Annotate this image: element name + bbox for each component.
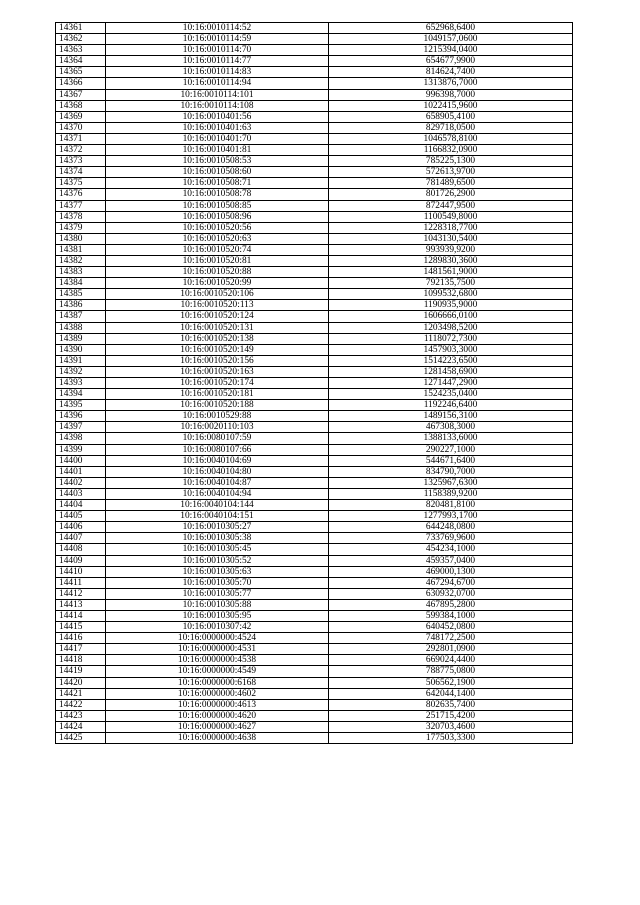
table-row <box>56 655 573 666</box>
table-row <box>56 422 573 433</box>
table-row <box>56 344 573 355</box>
cadastral-number-cell: 10:16:0010114:70 <box>106 45 329 56</box>
row-number-cell: 14393 <box>56 378 106 389</box>
row-number-cell: 14403 <box>56 488 106 499</box>
cadastral-number-cell: 10:16:0040104:80 <box>106 466 329 477</box>
row-number-cell: 14411 <box>56 577 106 588</box>
value-cell: 1166832,0900 <box>329 145 573 156</box>
cadastral-number-cell: 10:16:0010114:59 <box>106 34 329 45</box>
row-number-cell: 14415 <box>56 622 106 633</box>
value-cell: 829718,0500 <box>329 122 573 133</box>
table-row <box>56 622 573 633</box>
cadastral-number-cell: 10:16:0080107:66 <box>106 444 329 455</box>
value-cell: 669024,4400 <box>329 655 573 666</box>
value-cell: 820481,8100 <box>329 500 573 511</box>
table-row <box>56 544 573 555</box>
value-cell: 644248,0800 <box>329 522 573 533</box>
cadastral-number-cell: 10:16:0010520:149 <box>106 344 329 355</box>
row-number-cell: 14404 <box>56 500 106 511</box>
value-cell: 996398,7000 <box>329 89 573 100</box>
value-cell: 1481561,9000 <box>329 267 573 278</box>
value-cell: 748172,2500 <box>329 633 573 644</box>
row-number-cell: 14423 <box>56 710 106 721</box>
cadastral-number-cell: 10:16:0010520:99 <box>106 278 329 289</box>
value-cell: 1228318,7700 <box>329 222 573 233</box>
row-number-cell: 14367 <box>56 89 106 100</box>
value-cell: 1043130,5400 <box>329 233 573 244</box>
cadastral-number-cell: 10:16:0010520:63 <box>106 233 329 244</box>
value-cell: 1215394,0400 <box>329 45 573 56</box>
row-number-cell: 14408 <box>56 544 106 555</box>
value-cell: 459357,0400 <box>329 555 573 566</box>
table-row <box>56 56 573 67</box>
value-cell: 1524235,0400 <box>329 389 573 400</box>
value-cell: 1118072,7300 <box>329 333 573 344</box>
value-cell: 1203498,5200 <box>329 322 573 333</box>
row-number-cell: 14392 <box>56 366 106 377</box>
table-row <box>56 67 573 78</box>
table-row <box>56 610 573 621</box>
table-row <box>56 477 573 488</box>
row-number-cell: 14402 <box>56 477 106 488</box>
table-row <box>56 156 573 167</box>
value-cell: 599384,1000 <box>329 610 573 621</box>
table-row <box>56 699 573 710</box>
value-cell: 1325967,6300 <box>329 477 573 488</box>
value-cell: 1100549,8000 <box>329 211 573 222</box>
row-number-cell: 14398 <box>56 433 106 444</box>
value-cell: 733769,9600 <box>329 533 573 544</box>
row-number-cell: 14421 <box>56 688 106 699</box>
table-row <box>56 511 573 522</box>
value-cell: 177503,3300 <box>329 733 573 744</box>
value-cell: 1457903,3000 <box>329 344 573 355</box>
table-row <box>56 289 573 300</box>
row-number-cell: 14370 <box>56 122 106 133</box>
cadastral-number-cell: 10:16:0010508:71 <box>106 178 329 189</box>
value-cell: 801726,2900 <box>329 189 573 200</box>
cadastral-number-cell: 10:16:0010508:85 <box>106 200 329 211</box>
row-number-cell: 14400 <box>56 455 106 466</box>
table-row <box>56 444 573 455</box>
value-cell: 1489156,3100 <box>329 411 573 422</box>
row-number-cell: 14424 <box>56 721 106 732</box>
row-number-cell: 14413 <box>56 599 106 610</box>
cadastral-number-cell: 10:16:0000000:6168 <box>106 677 329 688</box>
row-number-cell: 14405 <box>56 511 106 522</box>
row-number-cell: 14416 <box>56 633 106 644</box>
cadastral-number-cell: 10:16:0040104:94 <box>106 488 329 499</box>
table-row <box>56 633 573 644</box>
value-cell: 1281458,6900 <box>329 366 573 377</box>
table-row <box>56 322 573 333</box>
cadastral-number-cell: 10:16:0040104:69 <box>106 455 329 466</box>
value-cell: 1514223,6500 <box>329 355 573 366</box>
value-cell: 1277993,1700 <box>329 511 573 522</box>
table-row <box>56 433 573 444</box>
table-row <box>56 466 573 477</box>
row-number-cell: 14385 <box>56 289 106 300</box>
row-number-cell: 14363 <box>56 45 106 56</box>
value-cell: 467308,3000 <box>329 422 573 433</box>
value-cell: 658905,4100 <box>329 111 573 122</box>
value-cell: 290227,1000 <box>329 444 573 455</box>
table-row <box>56 500 573 511</box>
row-number-cell: 14373 <box>56 156 106 167</box>
table-row <box>56 411 573 422</box>
row-number-cell: 14410 <box>56 566 106 577</box>
cadastral-number-cell: 10:16:0010305:70 <box>106 577 329 588</box>
row-number-cell: 14378 <box>56 211 106 222</box>
value-cell: 1049157,0600 <box>329 34 573 45</box>
table-row <box>56 23 573 34</box>
row-number-cell: 14384 <box>56 278 106 289</box>
cadastral-number-cell: 10:16:0010305:27 <box>106 522 329 533</box>
row-number-cell: 14380 <box>56 233 106 244</box>
table-row <box>56 78 573 89</box>
value-cell: 572613,9700 <box>329 167 573 178</box>
table-row <box>56 577 573 588</box>
table-row <box>56 267 573 278</box>
cadastral-number-cell: 10:16:0000000:4638 <box>106 733 329 744</box>
table-row <box>56 255 573 266</box>
cadastral-number-cell: 10:16:0010520:156 <box>106 355 329 366</box>
cadastral-number-cell: 10:16:0010508:96 <box>106 211 329 222</box>
table-row <box>56 200 573 211</box>
value-cell: 1271447,2900 <box>329 378 573 389</box>
table-row <box>56 733 573 744</box>
cadastral-number-cell: 10:16:0010401:56 <box>106 111 329 122</box>
table-row <box>56 111 573 122</box>
table-row <box>56 389 573 400</box>
cadastral-number-cell: 10:16:0040104:151 <box>106 511 329 522</box>
row-number-cell: 14365 <box>56 67 106 78</box>
table-row <box>56 488 573 499</box>
value-cell: 1046578,8100 <box>329 133 573 144</box>
value-cell: 630932,0700 <box>329 588 573 599</box>
row-number-cell: 14397 <box>56 422 106 433</box>
table-row <box>56 45 573 56</box>
row-number-cell: 14409 <box>56 555 106 566</box>
value-cell: 469000,1300 <box>329 566 573 577</box>
row-number-cell: 14394 <box>56 389 106 400</box>
table-row <box>56 710 573 721</box>
cadastral-number-cell: 10:16:0040104:87 <box>106 477 329 488</box>
value-cell: 654677,9900 <box>329 56 573 67</box>
value-cell: 802635,7400 <box>329 699 573 710</box>
table-body <box>56 23 573 744</box>
table-row <box>56 599 573 610</box>
row-number-cell: 14368 <box>56 100 106 111</box>
cadastral-number-cell: 10:16:0010520:113 <box>106 300 329 311</box>
cadastral-number-cell: 10:16:0010508:78 <box>106 189 329 200</box>
cadastral-number-cell: 10:16:0010305:77 <box>106 588 329 599</box>
row-number-cell: 14395 <box>56 400 106 411</box>
value-cell: 814624,7400 <box>329 67 573 78</box>
row-number-cell: 14371 <box>56 133 106 144</box>
cadastral-number-cell: 10:16:0010114:101 <box>106 89 329 100</box>
value-cell: 781489,6500 <box>329 178 573 189</box>
cadastral-number-cell: 10:16:0000000:4620 <box>106 710 329 721</box>
cadastral-number-cell: 10:16:0010520:163 <box>106 366 329 377</box>
value-cell: 1190935,9000 <box>329 300 573 311</box>
row-number-cell: 14361 <box>56 23 106 34</box>
table-row <box>56 677 573 688</box>
cadastral-number-cell: 10:16:0000000:4613 <box>106 699 329 710</box>
cadastral-number-cell: 10:16:0000000:4627 <box>106 721 329 732</box>
value-cell: 788775,0800 <box>329 666 573 677</box>
table-row <box>56 666 573 677</box>
value-cell: 1606666,0100 <box>329 311 573 322</box>
cadastral-number-cell: 10:16:0010520:56 <box>106 222 329 233</box>
value-cell: 506562,1900 <box>329 677 573 688</box>
cadastral-number-cell: 10:16:0000000:4549 <box>106 666 329 677</box>
row-number-cell: 14414 <box>56 610 106 621</box>
cadastral-number-cell: 10:16:0010401:81 <box>106 145 329 156</box>
cadastral-number-cell: 10:16:0010520:131 <box>106 322 329 333</box>
value-cell: 993939,9200 <box>329 244 573 255</box>
value-cell: 454234,1000 <box>329 544 573 555</box>
row-number-cell: 14387 <box>56 311 106 322</box>
row-number-cell: 14372 <box>56 145 106 156</box>
row-number-cell: 14412 <box>56 588 106 599</box>
table-row <box>56 167 573 178</box>
value-cell: 1099532,6800 <box>329 289 573 300</box>
value-cell: 467294,6700 <box>329 577 573 588</box>
row-number-cell: 14362 <box>56 34 106 45</box>
cadastral-number-cell: 10:16:0010307:42 <box>106 622 329 633</box>
table-row <box>56 300 573 311</box>
row-number-cell: 14396 <box>56 411 106 422</box>
value-cell: 1022415,9600 <box>329 100 573 111</box>
row-number-cell: 14407 <box>56 533 106 544</box>
row-number-cell: 14379 <box>56 222 106 233</box>
value-cell: 251715,4200 <box>329 710 573 721</box>
value-cell: 834790,7000 <box>329 466 573 477</box>
cadastral-number-cell: 10:16:0010305:88 <box>106 599 329 610</box>
value-cell: 292801,0900 <box>329 644 573 655</box>
cadastral-number-cell: 10:16:0010520:106 <box>106 289 329 300</box>
table-row <box>56 555 573 566</box>
value-cell: 467895,2800 <box>329 599 573 610</box>
table-row <box>56 566 573 577</box>
row-number-cell: 14391 <box>56 355 106 366</box>
value-cell: 785225,1300 <box>329 156 573 167</box>
table-row <box>56 455 573 466</box>
table-row <box>56 244 573 255</box>
cadastral-number-cell: 10:16:0000000:4524 <box>106 633 329 644</box>
row-number-cell: 14418 <box>56 655 106 666</box>
cadastral-number-cell: 10:16:0010305:95 <box>106 610 329 621</box>
cadastral-number-cell: 10:16:0010305:45 <box>106 544 329 555</box>
row-number-cell: 14383 <box>56 267 106 278</box>
cadastral-number-cell: 10:16:0020110:103 <box>106 422 329 433</box>
row-number-cell: 14419 <box>56 666 106 677</box>
table-row <box>56 588 573 599</box>
table-row <box>56 278 573 289</box>
value-cell: 1158389,9200 <box>329 488 573 499</box>
row-number-cell: 14386 <box>56 300 106 311</box>
cadastral-number-cell: 10:16:0010520:88 <box>106 267 329 278</box>
cadastral-number-cell: 10:16:0010520:174 <box>106 378 329 389</box>
cadastral-number-cell: 10:16:0010520:188 <box>106 400 329 411</box>
table-row <box>56 522 573 533</box>
row-number-cell: 14388 <box>56 322 106 333</box>
value-cell: 544671,6400 <box>329 455 573 466</box>
cadastral-number-cell: 10:16:0010520:81 <box>106 255 329 266</box>
value-cell: 1192246,6400 <box>329 400 573 411</box>
table-row <box>56 366 573 377</box>
cadastral-number-cell: 10:16:0010520:124 <box>106 311 329 322</box>
table-row <box>56 34 573 45</box>
table-row <box>56 233 573 244</box>
value-cell: 1289830,3600 <box>329 255 573 266</box>
row-number-cell: 14399 <box>56 444 106 455</box>
cadastral-number-cell: 10:16:0010508:53 <box>106 156 329 167</box>
cadastral-number-cell: 10:16:0010401:63 <box>106 122 329 133</box>
cadastral-number-cell: 10:16:0000000:4538 <box>106 655 329 666</box>
row-number-cell: 14374 <box>56 167 106 178</box>
row-number-cell: 14389 <box>56 333 106 344</box>
cadastral-number-cell: 10:16:0010114:83 <box>106 67 329 78</box>
row-number-cell: 14376 <box>56 189 106 200</box>
row-number-cell: 14369 <box>56 111 106 122</box>
table-row <box>56 189 573 200</box>
row-number-cell: 14381 <box>56 244 106 255</box>
cadastral-number-cell: 10:16:0010401:70 <box>106 133 329 144</box>
value-cell: 642044,1400 <box>329 688 573 699</box>
cadastral-number-cell: 10:16:0010520:138 <box>106 333 329 344</box>
row-number-cell: 14420 <box>56 677 106 688</box>
row-number-cell: 14390 <box>56 344 106 355</box>
cadastral-number-cell: 10:16:0010305:38 <box>106 533 329 544</box>
cadastral-number-cell: 10:16:0010114:108 <box>106 100 329 111</box>
value-cell: 792135,7500 <box>329 278 573 289</box>
data-table <box>55 22 573 744</box>
table-row <box>56 211 573 222</box>
row-number-cell: 14366 <box>56 78 106 89</box>
row-number-cell: 14417 <box>56 644 106 655</box>
cadastral-number-cell: 10:16:0010520:181 <box>106 389 329 400</box>
cadastral-number-cell: 10:16:0010508:60 <box>106 167 329 178</box>
value-cell: 872447,9500 <box>329 200 573 211</box>
row-number-cell: 14425 <box>56 733 106 744</box>
cadastral-number-cell: 10:16:0000000:4602 <box>106 688 329 699</box>
row-number-cell: 14406 <box>56 522 106 533</box>
row-number-cell: 14422 <box>56 699 106 710</box>
table-row <box>56 378 573 389</box>
cadastral-number-cell: 10:16:0010520:74 <box>106 244 329 255</box>
value-cell: 640452,0800 <box>329 622 573 633</box>
table-row <box>56 122 573 133</box>
cadastral-number-cell: 10:16:0010305:52 <box>106 555 329 566</box>
row-number-cell: 14401 <box>56 466 106 477</box>
table-row <box>56 145 573 156</box>
table-row <box>56 178 573 189</box>
cadastral-number-cell: 10:16:0010114:94 <box>106 78 329 89</box>
table-row <box>56 533 573 544</box>
cadastral-number-cell: 10:16:0010529:88 <box>106 411 329 422</box>
row-number-cell: 14364 <box>56 56 106 67</box>
value-cell: 1313876,7000 <box>329 78 573 89</box>
table-row <box>56 333 573 344</box>
value-cell: 1388133,6000 <box>329 433 573 444</box>
table-row <box>56 100 573 111</box>
cadastral-number-cell: 10:16:0010305:63 <box>106 566 329 577</box>
row-number-cell: 14382 <box>56 255 106 266</box>
table-row <box>56 89 573 100</box>
row-number-cell: 14377 <box>56 200 106 211</box>
table-row <box>56 688 573 699</box>
table-row <box>56 222 573 233</box>
table-row <box>56 400 573 411</box>
cadastral-number-cell: 10:16:0010114:52 <box>106 23 329 34</box>
row-number-cell: 14375 <box>56 178 106 189</box>
cadastral-number-cell: 10:16:0040104:144 <box>106 500 329 511</box>
table-row <box>56 644 573 655</box>
value-cell: 320703,4600 <box>329 721 573 732</box>
table-row <box>56 355 573 366</box>
cadastral-number-cell: 10:16:0080107:59 <box>106 433 329 444</box>
value-cell: 652968,6400 <box>329 23 573 34</box>
cadastral-number-cell: 10:16:0000000:4531 <box>106 644 329 655</box>
cadastral-number-cell: 10:16:0010114:77 <box>106 56 329 67</box>
table-row <box>56 721 573 732</box>
table-row <box>56 311 573 322</box>
table-row <box>56 133 573 144</box>
